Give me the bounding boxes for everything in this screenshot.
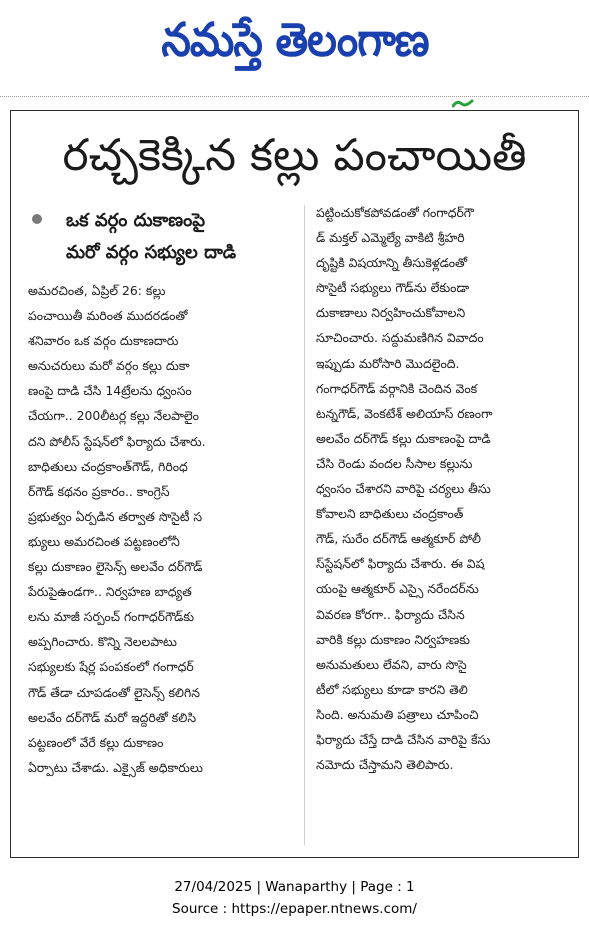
body-line: అనుచరులు మరో వర్గం కల్లు దుకా — [28, 358, 190, 374]
body-line: పట్టణంలో వేరే కల్లు దుకాణం — [28, 734, 164, 750]
body-line: గౌడ్, సురేం దర్‌గౌడ్ ఆత్మకూర్ పోలీ — [316, 531, 482, 547]
column-divider — [304, 205, 305, 845]
body-line: అనుమతులు లేవని, వారు సొసై — [316, 656, 467, 672]
body-line: డ్ మక్తల్ ఎమ్మెల్యే వాకిటి శ్రీహరి — [316, 230, 465, 246]
body-line: దని పోలీస్ స్టేషన్‌లో ఫిర్యాదు చేశారు. — [28, 433, 206, 449]
body-line: అప్పగించారు. కొన్ని నెలలపాటు — [28, 634, 177, 650]
body-line: సొసైటీ సభ్యులు గౌడ్‌ను లేకుండా — [316, 280, 470, 296]
body-line: ఏర్పాటు చేశాడు. ఎక్సైజ్ అధికారులు — [28, 759, 203, 775]
body-line: చేసి రెండు వందల సీసాల కల్లును — [316, 455, 473, 471]
body-line: లను మాజీ సర్పంచ్ గంగాధర్‌గౌడ్‌కు — [28, 609, 195, 625]
article-subheadline: ఒక వర్గం దుకాణంపై — [66, 210, 206, 231]
body-line: ఫిర్యాదు చేస్తే దాడి చేసిన వారిపై కేసు — [316, 731, 491, 747]
article-body-left-column — [28, 278, 301, 780]
body-line: సింది. అనుమతి పత్రాలు చూపించి — [316, 706, 479, 722]
body-line: భ్యులు అమరచింత పట్టణంలోనీ — [28, 533, 180, 549]
body-line: కల్లు దుకాణం లైసెన్స్ అలవేం దర్‌గౌడ్ — [28, 559, 203, 575]
body-line: టీలో సభ్యులు కూడా కారని తెలి — [316, 681, 468, 697]
body-line: ధ్వంసం చేశారని వారిపై చర్యలు తీసు — [316, 481, 491, 497]
body-line: ప్రభుత్వం ఏర్పడిన తర్వాత సొసైటీ స — [28, 508, 203, 524]
bullet-icon — [32, 214, 42, 224]
body-line: వివరణ కోరగా.. ఫిర్యాదు చేసిన — [316, 606, 465, 622]
body-line: పేరుపైఉండగా.. నిర్వహణ బాధ్యత — [28, 584, 192, 600]
body-line: దుకాణాలు నిర్వహించుకోవాలని — [316, 305, 466, 321]
body-line: సభ్యులకు షేర్ల పంపకంలో గంగాధర్ — [28, 659, 194, 675]
body-line: ణంపై దాడి చేసి 14ట్రేలను ధ్వంసం — [28, 383, 192, 399]
page-footer — [0, 876, 589, 920]
body-line: దృష్టికి విషయాన్ని తీసుకెళ్లడంతో — [316, 255, 468, 271]
body-line: గంగాధర్‌గౌడ్ వర్గానికి చెందిన వెంక — [316, 380, 478, 396]
body-line: ఇప్పుడు మరోసారి మొదలైంది. — [316, 355, 460, 371]
newspaper-masthead: నమస్తే తెలంగాణ — [161, 12, 429, 67]
body-line: యంపై ఆత్మకూర్ ఎస్సై నరేందర్‌ను — [316, 581, 479, 597]
body-line: కోవాలని బాధితులు చంద్రకాంత్ — [316, 506, 464, 522]
body-line: సూచించారు. సద్దుమణిగిన వివాదం — [316, 330, 484, 346]
source-link[interactable]: Source : https://epaper.ntnews.com/ — [172, 901, 417, 917]
article-headline: రచ్చకెక్కిన కల్లు పంచాయితీ — [62, 130, 527, 181]
body-line: అమరచింత, ఏప్రిల్ 26: కల్లు — [28, 283, 166, 298]
masthead-divider — [0, 96, 589, 97]
article-body-right-column — [316, 200, 578, 777]
body-line: గౌడ్ తేడా చూపడంతో లైసెన్స్ కలిగిన — [28, 684, 200, 700]
body-line: పట్టించుకోకపోవడంతో గంగాధర్‌గౌ — [316, 205, 474, 220]
body-line: శనివారం ఒక వర్గం దుకాణదారు — [28, 333, 179, 349]
body-line: వారికి కల్లు దుకాణం నిర్వహణకు — [316, 631, 470, 647]
body-line: టన్నగౌడ్, వెంకటేశ్ అలియాస్ రణంగా — [316, 405, 493, 421]
body-line: చేయగా.. 200లీటర్ల కల్లు నేలపాలైం — [28, 408, 199, 424]
body-line: ర్‌గౌడ్ కథనం ప్రకారం.. కాంగ్రెస్ — [28, 483, 170, 499]
body-line: పంచాయితీ మరింత ముదరడంతో — [28, 308, 188, 324]
edition-info: 27/04/2025 | Wanaparthy | Page : 1 — [174, 879, 415, 895]
decorative-swoosh-icon — [452, 99, 474, 109]
body-line: అలవేం దర్‌గౌడ్ మరో ఇద్దరితో కలిసి — [28, 709, 197, 725]
body-line: నమోదు చేస్తామని తెలిపారు. — [316, 757, 454, 773]
body-line: స్‌స్టేషన్‌లో ఫిర్యాదు చేశారు. ఈ విష — [316, 556, 485, 572]
body-line: బాధితులు చంద్రకాంత్‌గౌడ్, గిరింధ — [28, 458, 188, 474]
article-subheadline: మరో వర్గం సభ్యుల దాడి — [66, 242, 237, 263]
body-line: అలవేం దర్‌గౌడ్ కల్లు దుకాణంపై దాడి — [316, 430, 491, 446]
